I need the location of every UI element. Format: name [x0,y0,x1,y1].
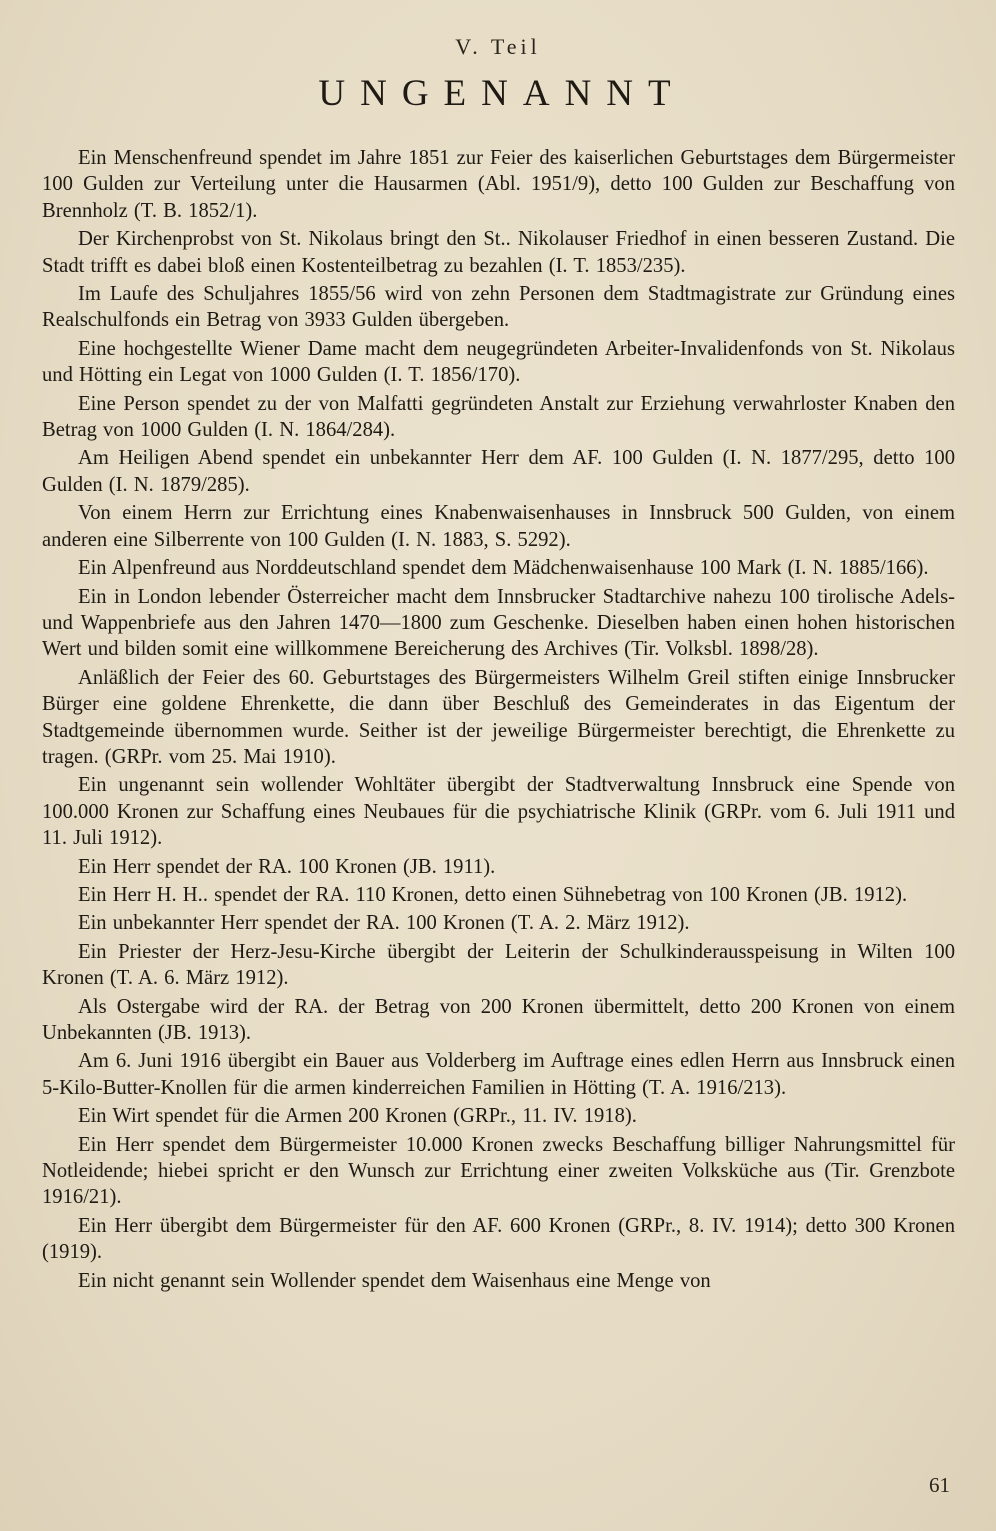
body-text [42,145,955,1294]
paragraph: Ein in London lebender Österreicher macht dem Innsbrucker Stadtarchive nahezu 100 tirolische Adels- und Wappenbriefe aus den Jahren 1470—1800 zum Geschenke. Dieselben haben einen hohen historischen Wert und bilden somit eine willkommene Bereicherung des Archives (Tir. Volksbl. 1898/28). [42,585,955,661]
paragraph: Am 6. Juni 1916 übergibt ein Bauer aus Volderberg im Auftrage eines edlen Herrn aus Innsbruck einen 5-Kilo-Butter-Knollen für die armen kinderreichen Familien in Hötting (T. A. 1916/213). [42,1050,955,1099]
paragraph: Als Ostergabe wird der RA. der Betrag von 200 Kronen übermittelt, detto 200 Kronen von einem Unbekannten (JB. 1913). [42,995,955,1044]
paragraph: Ein Herr übergibt dem Bürgermeister für den AF. 600 Kronen (GRPr., 8. IV. 1914); detto 300 Kronen (1919). [42,1214,955,1264]
chapter-title: UNGENANNT [318,73,686,114]
paragraph: Ein Alpenfreund aus Norddeutschland spendet dem Mädchenwaisenhause 100 Mark (I. N. 1885/166). [78,557,929,580]
paragraph: Ein nicht genannt sein Wollender spendet dem Waisenhaus eine Menge von [78,1269,711,1292]
paragraph: Ein Herr H. H.. spendet der RA. 110 Kronen, detto einen Sühnebetrag von 100 Kronen (JB. 1912). [78,883,908,906]
paragraph: Ein ungenannt sein wollender Wohltäter übergibt der Stadtverwaltung Innsbruck eine Spende von 100.000 Kronen zur Schaffung eines Neubaues für die psychiatrische Klinik (GRPr. vom 6. Juli 1911 und 11. Juli 1912). [42,774,955,850]
paragraph: Eine Person spendet zu der von Malfatti gegründeten Anstalt zur Erziehung verwahrloster Knaben den Betrag von 1000 Gulden (I. N. 1864/284). [42,392,955,442]
paragraph: Ein Priester der Herz-Jesu-Kirche übergibt der Leiterin der Schulkinderausspeisung in Wilten 100 Kronen (T. A. 6. März 1912). [42,940,955,990]
paragraph: Im Laufe des Schuljahres 1855/56 wird von zehn Personen dem Stadtmagistrate zur Gründung eines Realschulfonds ein Betrag von 3933 Gulden übergeben. [42,283,955,332]
paragraph: Ein Herr spendet dem Bürgermeister 10.000 Kronen zwecks Beschaffung billiger Nahrungsmittel für Notleidende; hiebei spricht er den Wunsch zur Errichtung einer zweiten Volksküche aus (Tir. Grenzbote 1916/21). [42,1133,955,1209]
paragraph: Der Kirchenprobst von St. Nikolaus bringt den St.. Nikolauser Friedhof in einen besseren Zustand. Die Stadt trifft es dabei bloß einen Kostenteilbetrag zu bezahlen (I. T. 1853/235). [42,228,955,277]
paragraph: Am Heiligen Abend spendet ein unbekannter Herr dem AF. 100 Gulden (I. N. 1877/295, detto 100 Gulden (I. N. 1879/285). [42,447,955,496]
paragraph: Ein unbekannter Herr spendet der RA. 100 Kronen (T. A. 2. März 1912). [78,912,690,935]
paragraph: Ein Menschenfreund spendet im Jahre 1851 zur Feier des kaiserlichen Geburtstages dem Bürgermeister 100 Gulden zur Verteilung unter die Hausarmen (Abl. 1951/9), detto 100 Gulden zur Beschaffung von Brennholz (T. B. 1852/1). [42,147,955,222]
paragraph: Ein Wirt spendet für die Armen 200 Kronen (GRPr., 11. IV. 1918). [78,1105,637,1128]
paragraph: Eine hochgestellte Wiener Dame macht dem neugegründeten Arbeiter-Invalidenfonds von St. Nikolaus und Hötting ein Legat von 1000 Gulden (I. T. 1856/170). [42,337,955,387]
page-number: 61 [929,1473,950,1497]
paragraph: Ein Herr spendet der RA. 100 Kronen (JB. 1911). [78,855,496,878]
part-label: V. Teil [455,34,541,59]
paragraph: Anläßlich der Feier des 60. Geburtstages des Bürgermeisters Wilhelm Greil stiften einige Innsbrucker Bürger eine goldene Ehrenkette, die dann über Beschluß des Gemeinderates in das Eigentum der Stadtgemeinde übernommen wurde. Seither ist der jeweilige Bürgermeister berechtigt, die Ehrenkette zu tragen. (GRPr. vom 25. Mai 1910). [42,666,955,768]
paragraph: Von einem Herrn zur Errichtung eines Knabenwaisenhauses in Innsbruck 500 Gulden, von einem anderen eine Silberrente von 100 Gulden (I. N. 1883, S. 5292). [42,502,955,551]
